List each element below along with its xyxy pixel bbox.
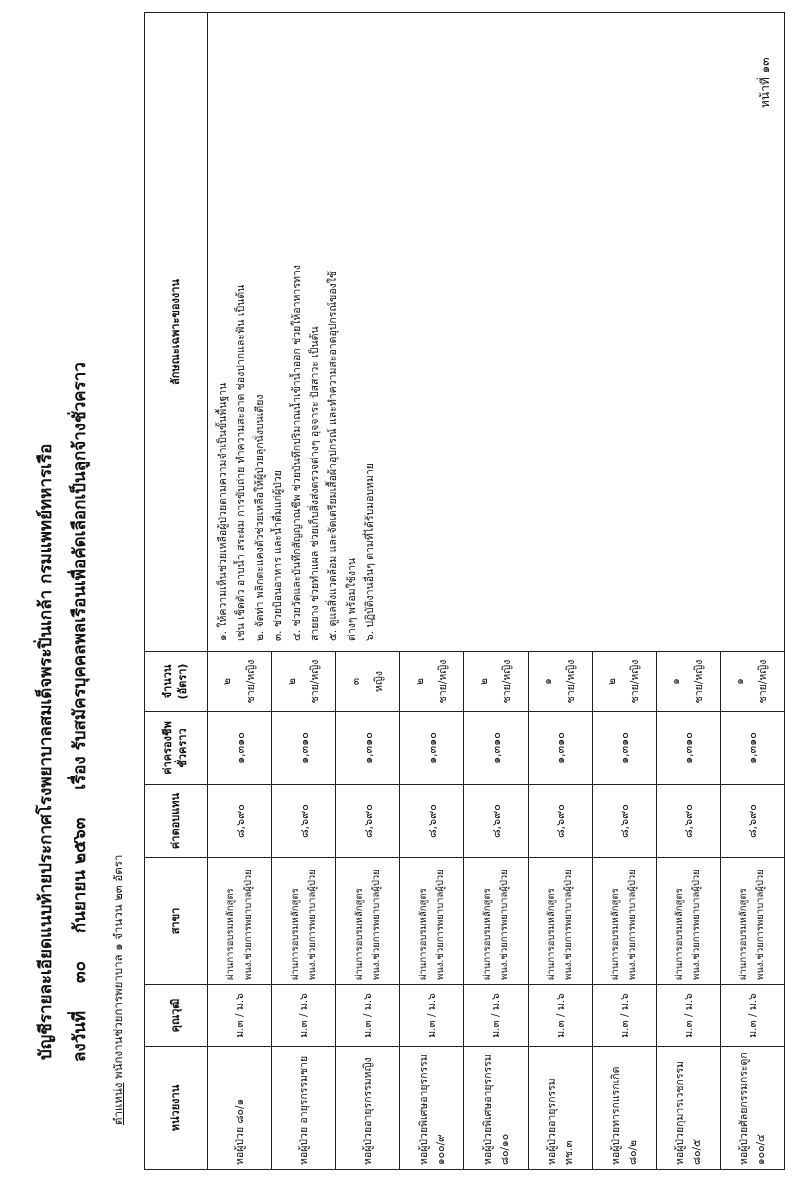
compensation-cell: ๘,๖๙๐ xyxy=(720,785,784,858)
count-cell: ๒ ชาย/หญิง xyxy=(272,652,336,712)
branch-cell: ผ่านการอบรมหลักสูตร พนง.ช่วยการพยาบาลผู้ป่วย xyxy=(400,858,464,985)
count-cell: ๒ ชาย/หญิง xyxy=(400,652,464,712)
date-month-year: กันยายน ๒๕๖๓ xyxy=(70,817,90,934)
unit-cell: หอผู้ป่วยอายุรกรรม ทช.๓ xyxy=(528,1047,592,1170)
header-qualification: คุณวุฒิ xyxy=(145,985,208,1047)
branch-cell: ผ่านการอบรมหลักสูตร พนง.ช่วยการพยาบาลผู้ป่วย xyxy=(720,858,784,985)
compensation-cell: ๘,๖๙๐ xyxy=(528,785,592,858)
compensation-cell: ๘,๖๙๐ xyxy=(464,785,528,858)
living-cost-cell: ๑,๓๑๐ xyxy=(272,712,336,785)
qualification-cell: ม.๓ / ม.๖ xyxy=(528,985,592,1047)
positions-table xyxy=(144,12,785,1170)
header-compensation: ค่าตอบแทน xyxy=(145,785,208,858)
duty-line: สายยาง ช่วยทำแผล ช่วยเก็บสิ่งส่งตรวจต่างๆ อุจจาระ ปัสสาวะ เป็นต้น xyxy=(308,326,321,641)
compensation-cell: ๘,๖๙๐ xyxy=(656,785,720,858)
count-cell: ๑ ชาย/หญิง xyxy=(720,652,784,712)
qualification-cell: ม.๓ / ม.๖ xyxy=(208,985,272,1047)
qualification-cell: ม.๓ / ม.๖ xyxy=(720,985,784,1047)
unit-cell: หอผู้ป่วยอายุรกรรมหญิง xyxy=(336,1047,400,1170)
page-number: หน้าที่ ๑๓ xyxy=(758,57,772,108)
qualification-cell: ม.๓ / ม.๖ xyxy=(272,985,336,1047)
qualification-cell: ม.๓ / ม.๖ xyxy=(592,985,656,1047)
living-cost-cell: ๑,๓๑๐ xyxy=(720,712,784,785)
unit-cell: หอผู้ป่วยศัลยกรรมกระดูก ๑๐๐/๔ xyxy=(720,1047,784,1170)
compensation-cell: ๘,๖๙๐ xyxy=(592,785,656,858)
duty-line: ๔. ช่วยวัดและบันทึกสัญญาณชีพ ช่วยบันทึกปริมาณน้ำเข้าน้ำออก ช่วยให้อาหารทาง xyxy=(290,265,303,641)
position-label: ตำแหน่ง xyxy=(111,1082,125,1125)
count-cell: ๓ หญิง xyxy=(336,652,400,712)
duty-line: ๖. ปฏิบัติงานอื่นๆ ตามที่ได้รับมอบหมาย xyxy=(364,463,376,641)
subject: เรื่อง รับสมัครบุคคลพลเรือนเพื่อคัดเลือกเป็นลูกจ้างชั่วคราว xyxy=(70,362,90,790)
branch-cell: ผ่านการอบรมหลักสูตร พนง.ช่วยการพยาบาลผู้ป่วย xyxy=(336,858,400,985)
duty-line: ๕. ดูแลสิ่งแวดล้อม และจัดเตรียมเสื้อผ้าอุปกรณ์ และทำความสะอาดอุปกรณ์ของใช้ xyxy=(327,270,340,641)
header-living-cost: ค่าครองชีพชั่วคราว xyxy=(145,712,208,785)
duty-line: ๑. ให้ความเห็นช่วยเหลือผู้ป่วยตามความจำเป็นขั้นพื้นฐาน xyxy=(217,382,229,641)
duties-cell xyxy=(208,13,785,652)
branch-cell: ผ่านการอบรมหลักสูตร พนง.ช่วยการพยาบาลผู้ป่วย xyxy=(208,858,272,985)
table-header-row xyxy=(145,13,208,1170)
living-cost-cell: ๑,๓๑๐ xyxy=(656,712,720,785)
living-cost-cell: ๑,๓๑๐ xyxy=(400,712,464,785)
count-cell: ๒ ชาย/หญิง xyxy=(464,652,528,712)
qualification-cell: ม.๓ / ม.๖ xyxy=(464,985,528,1047)
living-cost-cell: ๑,๓๑๐ xyxy=(336,712,400,785)
header-duties: ลักษณะเฉพาะของงาน xyxy=(145,13,208,652)
qualification-cell: ม.๓ / ม.๖ xyxy=(400,985,464,1047)
qualification-cell: ม.๓ / ม.๖ xyxy=(656,985,720,1047)
position-value: พนักงานช่วยการพยาบาล ๑ จำนวน ๒๓ อัตรา xyxy=(111,854,125,1079)
date-label: ลงวันที่ xyxy=(70,1010,90,1062)
duty-line: ๓. ช่วยป้อนอาหาร และน้ำดื่มแก่ผู้ป่วย xyxy=(272,470,285,641)
duty-line: ๒. จัดท่า พลิกตะแคงตัวช่วยเหลือให้ผู้ป่วยลุกนั่งบนเตียง xyxy=(253,394,266,641)
branch-cell: ผ่านการอบรมหลักสูตร พนง.ช่วยการพยาบาลผู้ป่วย xyxy=(528,858,592,985)
living-cost-cell: ๑,๓๑๐ xyxy=(592,712,656,785)
header-branch: สาขา xyxy=(145,858,208,985)
qualification-cell: ม.๓ / ม.๖ xyxy=(336,985,400,1047)
duty-line: ต่างๆ พร้อมใช้งาน xyxy=(345,557,358,641)
document-subtitle xyxy=(66,340,93,1062)
branch-cell: ผ่านการอบรมหลักสูตร พนง.ช่วยการพยาบาลผู้ป่วย xyxy=(464,858,528,985)
branch-cell: ผ่านการอบรมหลักสูตร พนง.ช่วยการพยาบาลผู้ป่วย xyxy=(592,858,656,985)
header-count: จำนวน (อัตรา) xyxy=(145,652,208,712)
compensation-cell: ๘,๖๙๐ xyxy=(272,785,336,858)
living-cost-cell: ๑,๓๑๐ xyxy=(528,712,592,785)
living-cost-cell: ๑,๓๑๐ xyxy=(464,712,528,785)
compensation-cell: ๘,๖๙๐ xyxy=(208,785,272,858)
unit-cell: หอผู้ป่วยทารกแรกเกิด ๘๐/๒ xyxy=(592,1047,656,1170)
living-cost-cell: ๑,๓๑๐ xyxy=(208,712,272,785)
count-cell: ๑ ชาย/หญิง xyxy=(528,652,592,712)
count-cell: ๒ ชาย/หญิง xyxy=(208,652,272,712)
unit-cell: หอผู้ป่วยกุมารเวชกรรม ๘๐/๕ xyxy=(656,1047,720,1170)
unit-cell: หอผู้ป่วยพิเศษอายุรกรรม ๘๐/๑๐ xyxy=(464,1047,528,1170)
unit-cell: หอผู้ป่วย อายุรกรรมชาย xyxy=(272,1047,336,1170)
count-cell: ๒ ชาย/หญิง xyxy=(592,652,656,712)
unit-cell: หอผู้ป่วยพิเศษอายุรกรรม ๑๐๐/๙ xyxy=(400,1047,464,1170)
position-line xyxy=(110,855,128,1125)
branch-cell: ผ่านการอบรมหลักสูตร พนง.ช่วยการพยาบาลผู้ป่วย xyxy=(656,858,720,985)
branch-cell: ผ่านการอบรมหลักสูตร พนง.ช่วยการพยาบาลผู้ป่วย xyxy=(272,858,336,985)
table-row xyxy=(208,13,272,1170)
date-day: ๓๐ xyxy=(70,960,90,983)
header-unit: หน่วยงาน xyxy=(145,1047,208,1170)
document-title: บัญชีรายละเอียดแนบท้ายประกาศโรงพยาบาลสมเด็จพระปิ่นเกล้า กรมแพทย์ทหารเรือ xyxy=(36,443,56,1060)
duty-line: เช่น เช็ดตัว อาบน้ำ สระผม การขับถ่าย ทำความสะอาด ช่องปากและฟัน เป็นต้น xyxy=(235,284,248,641)
compensation-cell: ๘,๖๙๐ xyxy=(336,785,400,858)
unit-cell: หอผู้ป่วย ๘๐/๑ xyxy=(208,1047,272,1170)
count-cell: ๑ ชาย/หญิง xyxy=(656,652,720,712)
compensation-cell: ๘,๖๙๐ xyxy=(400,785,464,858)
